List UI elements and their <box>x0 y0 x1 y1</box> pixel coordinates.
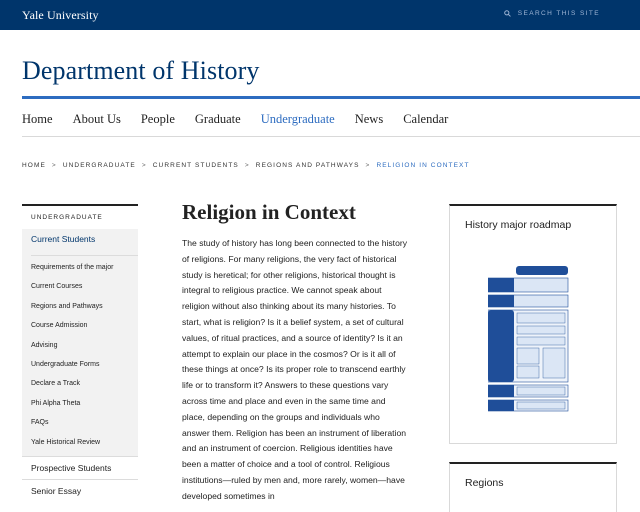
sidebar-item-phi-alpha-theta[interactable]: Phi Alpha Theta <box>31 399 81 407</box>
breadcrumb-religion-in-context: RELIGION IN CONTEXT <box>376 162 470 169</box>
body-text: The study of history has long been connected to the history of religions. For many religions, the very fact of historical study is heretical; for other religions, historical thought is integral to religious practice. We cannot speak about religion without also thinking about its many histories. To start, what is religion? Is it a belief system, a set of cultural values, of ritual practices, and a source of identity? Is it an attempt to explain our place in the cosmos? Or is it all of these things at once? Is its proper role to transcend earthly life or to transform it? Answers to these questions vary across time and place and even in the same time and place, depending on the groups and individuals who answer them. Religion has been an instrument of liberation and an instrument of coercion. Religious identities have been a matter of choice and a tool of control. Religious institutions—ruled by men and, more rarely, women—have developed sometimes in <box>182 238 408 501</box>
nav-news[interactable]: News <box>354 112 384 126</box>
sidebar-item-current-students[interactable]: Current Students <box>31 229 138 256</box>
search-link[interactable] <box>504 10 600 17</box>
nav-calendar[interactable]: Calendar <box>403 112 449 126</box>
department-title[interactable]: Department of History <box>22 56 260 85</box>
sidebar-item-course-admission[interactable]: Course Admission <box>31 322 88 330</box>
sidebar-item-declare-track[interactable]: Declare a Track <box>31 380 81 388</box>
breadcrumb-separator: > <box>244 162 250 169</box>
sidebar-item-regions-pathways[interactable]: Regions and Pathways <box>31 302 103 310</box>
breadcrumb-separator: > <box>365 162 371 169</box>
search-label: SEARCH THIS SITE <box>517 10 600 17</box>
roadmap-card-title: History major roadmap <box>465 219 572 231</box>
sidebar-heading[interactable]: UNDERGRADUATE <box>31 214 103 221</box>
page-title: Religion in Context <box>182 200 356 224</box>
sidebar-item-prospective-students[interactable]: Prospective Students <box>22 456 138 479</box>
sidebar-sub-list <box>31 256 138 452</box>
sidebar-item-faqs[interactable]: FAQs <box>31 419 49 427</box>
regions-card <box>449 462 617 512</box>
nav-divider <box>22 136 640 137</box>
sidebar-current-section <box>22 229 138 456</box>
sidebar <box>22 204 138 502</box>
breadcrumb-current-students[interactable]: CURRENT STUDENTS <box>152 162 239 169</box>
regions-card-title: Regions <box>465 477 504 489</box>
nav-about-us[interactable]: About Us <box>72 112 121 126</box>
breadcrumb-separator: > <box>141 162 147 169</box>
nav-home[interactable]: Home <box>22 112 53 126</box>
nav-undergraduate[interactable]: Undergraduate <box>260 112 335 126</box>
breadcrumb-home[interactable]: HOME <box>22 162 46 169</box>
roadmap-card <box>449 204 617 444</box>
sidebar-item-undergraduate-forms[interactable]: Undergraduate Forms <box>31 360 100 368</box>
main-nav <box>22 112 468 127</box>
sidebar-item-senior-essay[interactable]: Senior Essay <box>22 479 138 502</box>
sidebar-item-advising[interactable]: Advising <box>31 341 58 349</box>
breadcrumb-regions-pathways[interactable]: REGIONS AND PATHWAYS <box>255 162 360 169</box>
roadmap-diagram-image[interactable] <box>488 266 570 422</box>
breadcrumb <box>22 162 470 169</box>
search-icon <box>504 10 511 17</box>
nav-graduate[interactable]: Graduate <box>194 112 241 126</box>
yale-logo[interactable]: Yale University <box>22 8 99 22</box>
sidebar-item-yale-historical-review[interactable]: Yale Historical Review <box>31 438 101 446</box>
breadcrumb-separator: > <box>51 162 57 169</box>
top-bar <box>0 0 640 30</box>
breadcrumb-undergraduate[interactable]: UNDERGRADUATE <box>62 162 136 169</box>
header-divider <box>22 96 640 99</box>
sidebar-item-current-courses[interactable]: Current Courses <box>31 283 83 291</box>
nav-people[interactable]: People <box>140 112 175 126</box>
sidebar-item-requirements[interactable]: Requirements of the major <box>31 264 114 271</box>
